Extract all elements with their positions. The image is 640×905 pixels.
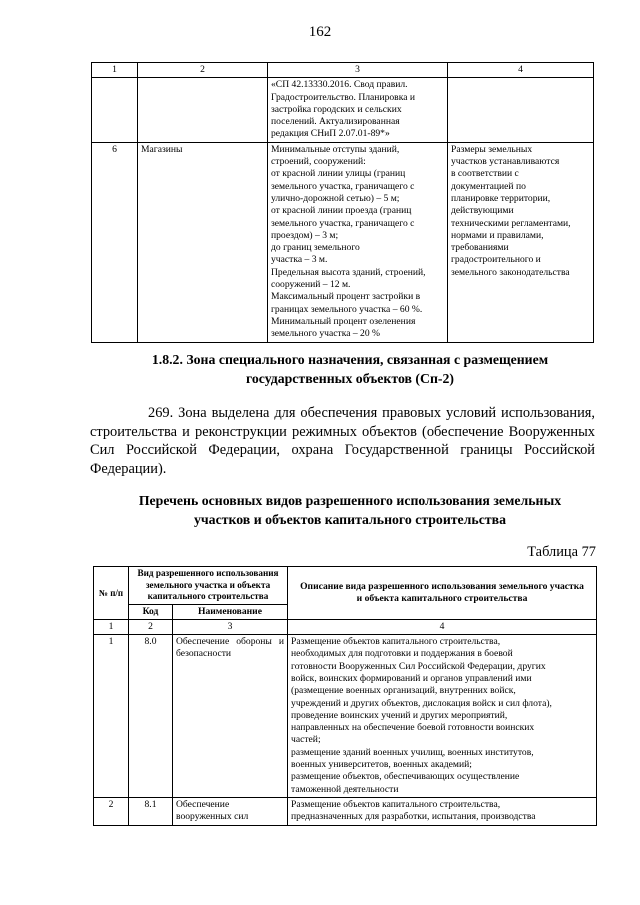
use-description <box>288 797 597 825</box>
section-heading <box>90 350 610 388</box>
use-name: Обеспечение вооруженных сил <box>173 797 288 825</box>
heading-line: Перечень основных видов разрешенного использования земельных <box>138 493 562 508</box>
text-line: размещение зданий военных училищ, военных институтов, <box>291 746 534 758</box>
text-line: (размещение военных организаций, внутренних войск, <box>291 685 516 697</box>
paragraph-269 <box>90 404 595 478</box>
text-line: частей; <box>291 734 321 746</box>
use-name: Обеспечение обороны и безопасности <box>173 635 288 798</box>
text-line: готовности Вооруженных Сил Российской Федерации, других <box>291 660 546 672</box>
text-line: Размещение объектов капитального строительства, <box>291 636 501 648</box>
header-row <box>94 567 597 605</box>
col-number-cell: 4 <box>448 63 594 78</box>
text-line: Минимальные отступы зданий, <box>271 143 400 155</box>
col-number-cell: 1 <box>94 619 129 634</box>
continued-table <box>91 62 594 343</box>
empty-cell <box>448 78 594 142</box>
empty-cell <box>92 78 138 142</box>
snip-reference-cell <box>268 78 448 142</box>
text-line: действующими <box>451 205 514 217</box>
column-number-row <box>92 63 594 78</box>
table-row <box>94 635 597 798</box>
text-line: участка – 3 м. <box>271 254 328 266</box>
use-description <box>288 635 597 798</box>
table-row <box>92 142 594 342</box>
text-line: учреждений и других объектов, дислокация войск и сил флота), <box>291 697 552 709</box>
use-code: 8.0 <box>129 635 173 798</box>
paragraph-text: Зона выделена для обеспечения правовых условий использования, строительства и реконструкции режимных объектов (обеспечение Вооруженных Сил Российской Федерации, охрана Государственной границы Российской Федерации). <box>90 405 595 477</box>
col-number-cell: 3 <box>268 63 448 78</box>
text-line: границах земельного участка – 60 %. <box>271 303 423 315</box>
text-line: размещение объектов, обеспечивающих осуществление <box>291 771 520 783</box>
paragraph-number: 269. <box>148 405 174 421</box>
text-line: нормами и правилами, <box>451 229 544 241</box>
text-line: предназначенных для разработки, испытания, производства <box>291 811 536 823</box>
text-line: требованиями <box>451 242 509 254</box>
list-heading <box>90 491 610 529</box>
table-title: Таблица 77 <box>527 544 596 560</box>
text-line: улично-дорожной сетью) – 5 м; <box>271 192 400 204</box>
header-number: № п/п <box>94 567 129 620</box>
col-number-cell: 2 <box>129 619 173 634</box>
page-number: 162 <box>308 24 332 40</box>
row-number: 2 <box>94 797 129 825</box>
text-line: строений, сооружений: <box>271 156 366 168</box>
sizes-cell <box>448 142 594 342</box>
text-line: Градостроительство. Планировка и <box>271 91 416 103</box>
text-line: в соответствии с <box>451 168 519 180</box>
use-code: 8.1 <box>129 797 173 825</box>
header-use-type: Вид разрешенного использования земельного участка и объекта капитального строительства <box>129 567 288 605</box>
text-line: земельного законодательства <box>451 266 570 278</box>
header-description: Описание вида разрешенного использования земельного участка и объекта капитального строительства <box>288 567 597 620</box>
header-name: Наименование <box>173 604 288 619</box>
text-line: Предельная высота зданий, строений, <box>271 266 426 278</box>
parameters-cell <box>268 142 448 342</box>
text-line: Размещение объектов капитального строительства, <box>291 798 501 810</box>
text-line: земельного участка, граничащего с <box>271 217 415 229</box>
col-number-cell: 4 <box>288 619 597 634</box>
text-line: документацией по <box>451 180 526 192</box>
text-line: от красной линии улицы (границ <box>271 168 406 180</box>
text-line: техническими регламентами, <box>451 217 571 229</box>
empty-cell <box>138 78 268 142</box>
text-line: проведение воинских учений и других мероприятий, <box>291 709 508 721</box>
text-line: Максимальный процент застройки в <box>271 291 421 303</box>
text-line: таможенной деятельности <box>291 783 399 795</box>
text-line: земельного участка – 20 % <box>271 328 381 340</box>
text-line: земельного участка, граничащего с <box>271 180 415 192</box>
col-number-cell: 2 <box>138 63 268 78</box>
header-code: Код <box>129 604 173 619</box>
table-row <box>92 78 594 142</box>
text-line: военных университетов, военных академий; <box>291 759 472 771</box>
text-line: Минимальный процент озеленения <box>271 315 416 327</box>
column-number-row <box>94 619 597 634</box>
text-line: «СП 42.13330.2016. Свод правил. <box>271 79 408 91</box>
table-row <box>94 797 597 825</box>
use-name: Магазины <box>138 142 268 342</box>
text-line: редакция СНиП 2.07.01-89*» <box>271 128 390 140</box>
text-line: войск, воинских формирований и органов управлений ими <box>291 672 532 684</box>
heading-line: 1.8.2. Зона специального назначения, связанная с размещением <box>151 352 549 367</box>
heading-line: участков и объектов капитального строительства <box>194 512 506 527</box>
text-line: проездом) – 3 м; <box>271 229 339 241</box>
row-number: 6 <box>92 142 138 342</box>
text-line: сооружений – 12 м. <box>271 279 351 291</box>
text-line: участков устанавливаются <box>451 156 560 168</box>
row-number: 1 <box>94 635 129 798</box>
permitted-use-table <box>93 566 597 826</box>
text-line: поселений. Актуализированная <box>271 116 400 128</box>
text-line: необходимых для подготовки и поддержания в боевой <box>291 648 513 660</box>
col-number-cell: 1 <box>92 63 138 78</box>
text-line: градостроительного и <box>451 254 541 266</box>
text-line: застройка городских и сельских <box>271 103 402 115</box>
col-number-cell: 3 <box>173 619 288 634</box>
heading-line: государственных объектов (Сп-2) <box>245 371 455 386</box>
text-line: планировке территории, <box>451 192 551 204</box>
text-line: Размеры земельных <box>451 143 533 155</box>
text-line: направленных на обеспечение боевой готовности воинских <box>291 722 535 734</box>
text-line: от красной линии проезда (границ <box>271 205 412 217</box>
text-line: до границ земельного <box>271 242 360 254</box>
